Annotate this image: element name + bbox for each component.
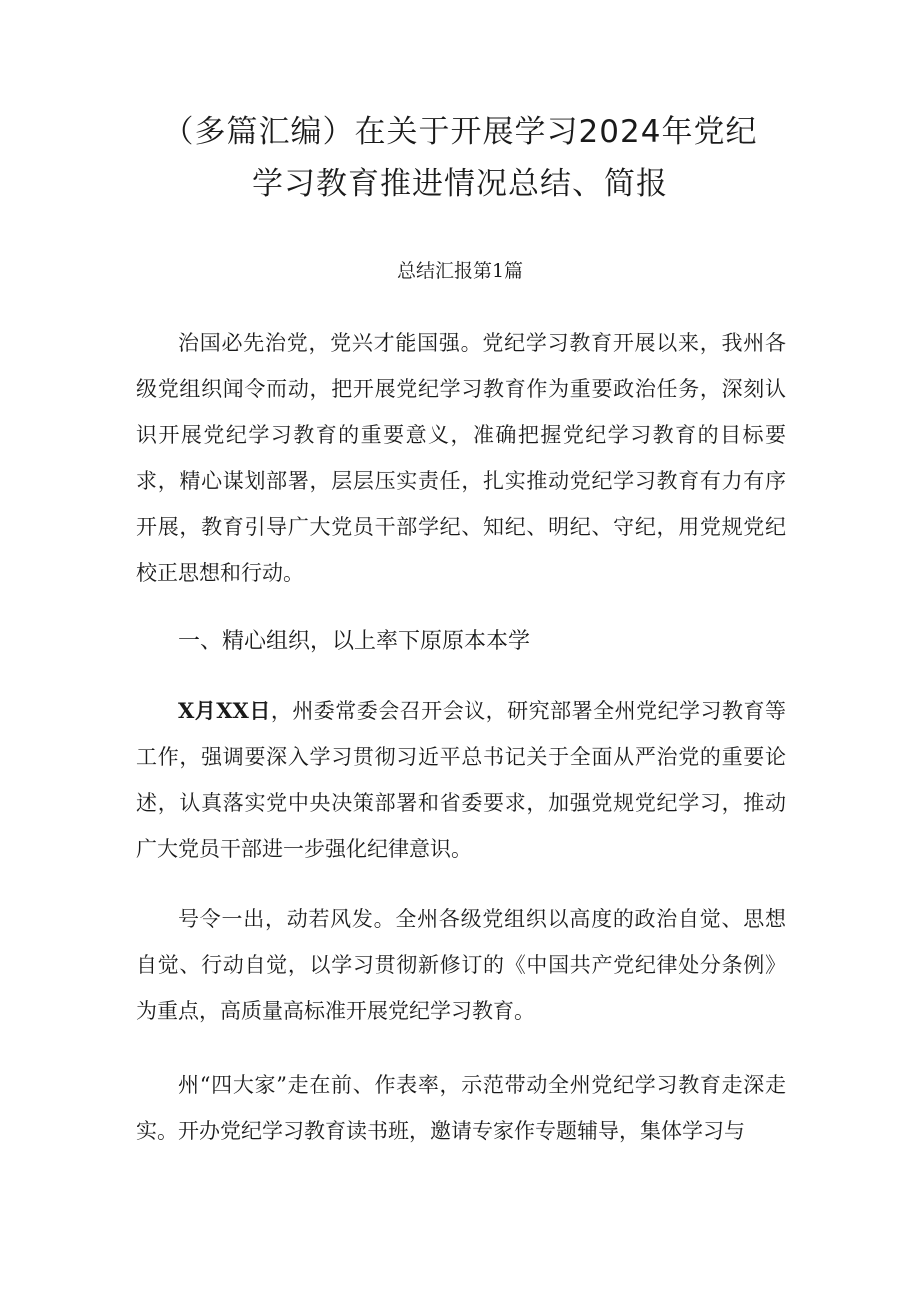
paragraph-intro: 治国必先治党，党兴才能国强。党纪学习教育开展以来，我州各级党组织闻令而动，把开展党纪学习教育作为重要政治任务，深刻认识开展党纪学习教育的重要意义，准确把握党纪学习教育的目标要求，精心谋划部署，层层压实责任，扎实推动党纪学习教育有力有序开展，教育引导广大党员干部学纪、知纪、明纪、守纪，用党规党纪校正思想和行动。 — [136, 331, 786, 585]
document-title-line1: （多篇汇编）在关于开展学习2024年党纪 — [162, 114, 758, 150]
document-title-line2: 学习教育推进情况总结、简报 — [252, 166, 668, 202]
paragraph-leadership: 州“四大家”走在前、作表率，示范带动全州党纪学习教育走深走实。开办党纪学习教育读书班，邀请专家作专题辅导，集体学习与 — [136, 1073, 786, 1143]
meeting-date: X月XX日 — [178, 698, 271, 723]
paragraph-meeting — [136, 688, 786, 872]
paragraph-mobilization: 号令一出，动若风发。全州各级党组织以高度的政治自觉、思想自觉、行动自觉，以学习贯彻新修订的《中国共产党纪律处分条例》为重点，高质量高标准开展党纪学习教育。 — [136, 907, 786, 1023]
section-heading-1: 一、精心组织，以上率下原原本本学 — [178, 629, 531, 654]
section-subtitle: 总结汇报第1篇 — [396, 260, 524, 282]
paragraph-meeting-text: ，州委常委会召开会议，研究部署全州党纪学习教育等工作，强调要深入学习贯彻习近平总书记关于全面从严治党的重要论述，认真落实党中央决策部署和省委要求，加强党规党纪学习，推动广大党员干部进一步强化纪律意识。 — [136, 699, 786, 861]
